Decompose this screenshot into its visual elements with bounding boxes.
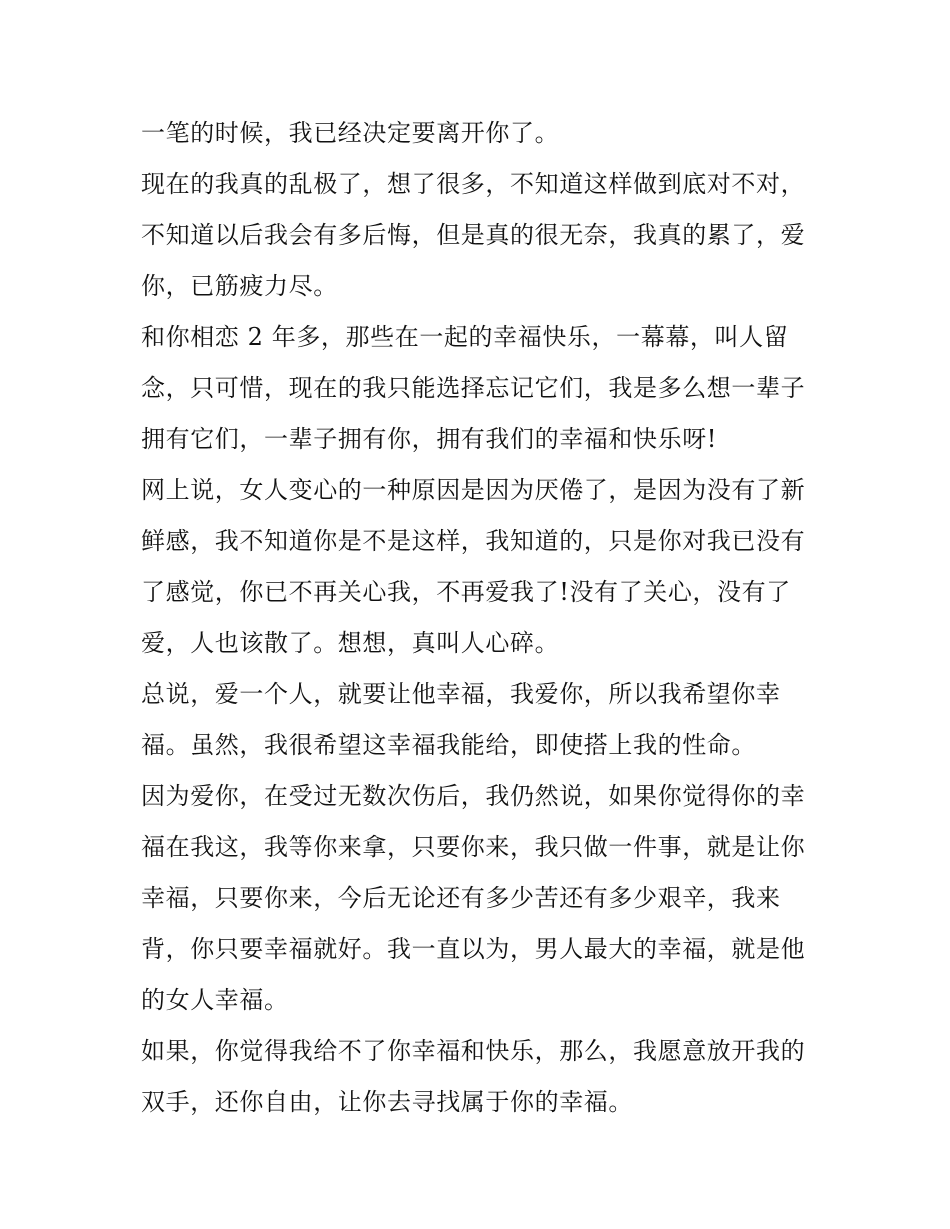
text-line: 了感觉，你已不再关心我，不再爱我了!没有了关心，没有了 bbox=[141, 578, 791, 606]
text-line: 鲜感，我不知道你是不是这样，我知道的，只是你对我已没有 bbox=[141, 527, 806, 555]
text-line: 和你相恋 2 年多，那些在一起的幸福快乐，一幕幕，叫人留 bbox=[141, 323, 789, 351]
paragraph-5 bbox=[141, 669, 821, 771]
text-line: 福在我这，我等你来拿，只要你来，我只做一件事，就是让你 bbox=[141, 833, 806, 861]
text-line: 网上说，女人变心的一种原因是因为厌倦了，是因为没有了新 bbox=[141, 476, 806, 504]
text-line: 双手，还你自由，让你去寻找属于你的幸福。 bbox=[141, 1088, 633, 1116]
text-line: 不知道以后我会有多后悔，但是真的很无奈，我真的累了，爱 bbox=[141, 221, 806, 249]
document-body bbox=[141, 108, 821, 1128]
paragraph-4 bbox=[141, 465, 821, 669]
text-line: 一笔的时候，我已经决定要离开你了。 bbox=[141, 119, 560, 147]
text-line: 总说，爱一个人，就要让他幸福，我爱你，所以我希望你幸 bbox=[141, 680, 781, 708]
paragraph-6 bbox=[141, 771, 821, 1026]
text-line: 你，已筋疲力尽。 bbox=[141, 272, 338, 300]
text-line: 背，你只要幸福就好。我一直以为，男人最大的幸福，就是他 bbox=[141, 935, 806, 963]
text-line: 福。虽然，我很希望这幸福我能给，即使搭上我的性命。 bbox=[141, 731, 756, 759]
paragraph-1 bbox=[141, 108, 821, 159]
text-line: 如果，你觉得我给不了你幸福和快乐，那么，我愿意放开我的 bbox=[141, 1037, 806, 1065]
text-line: 的女人幸福。 bbox=[141, 986, 289, 1014]
text-line: 爱，人也该散了。想想，真叫人心碎。 bbox=[141, 629, 560, 657]
text-line: 拥有它们，一辈子拥有你，拥有我们的幸福和快乐呀! bbox=[141, 425, 718, 453]
paragraph-7 bbox=[141, 1026, 821, 1128]
text-line: 幸福，只要你来，今后无论还有多少苦还有多少艰辛，我来 bbox=[141, 884, 781, 912]
text-line: 现在的我真的乱极了，想了很多，不知道这样做到底对不对， bbox=[141, 170, 806, 198]
text-line: 念，只可惜，现在的我只能选择忘记它们，我是多么想一辈子 bbox=[141, 374, 806, 402]
text-line: 因为爱你，在受过无数次伤后，我仍然说，如果你觉得你的幸 bbox=[141, 782, 806, 810]
paragraph-3 bbox=[141, 312, 821, 465]
paragraph-2 bbox=[141, 159, 821, 312]
